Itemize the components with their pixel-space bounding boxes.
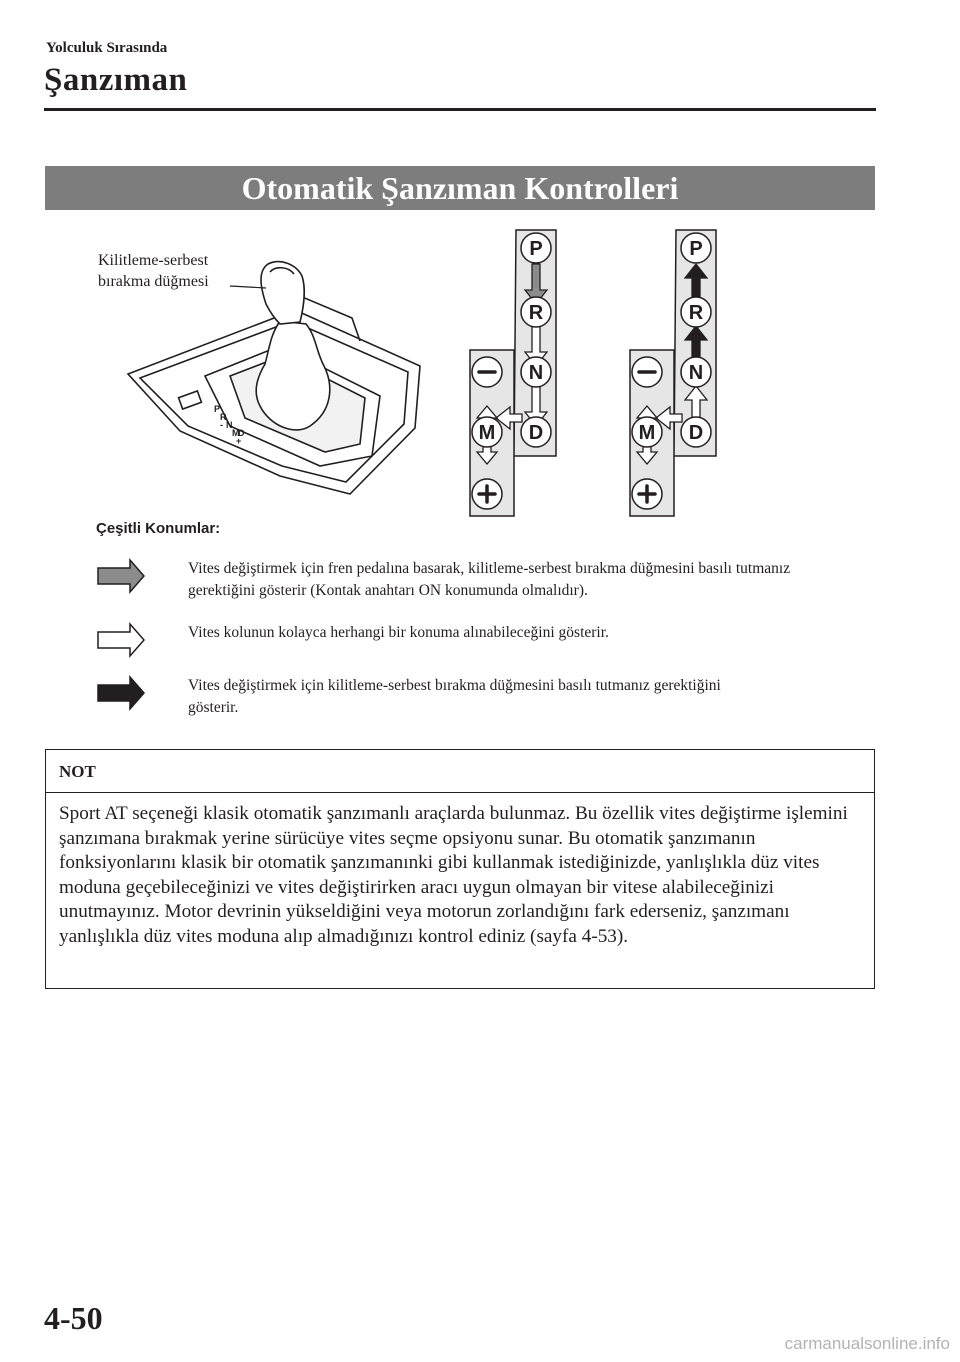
right-gate-m: M — [638, 422, 656, 444]
right-gate-p: P — [689, 238, 703, 260]
topic-banner: Otomatik Şanzıman Kontrolleri — [45, 166, 875, 210]
release-button-callout: Kilitleme-serbest bırakma düğmesi — [98, 252, 209, 290]
right-gate-d: D — [688, 422, 704, 444]
left-gate-r: R — [528, 302, 544, 324]
note-box — [45, 749, 875, 989]
right-gate-n: N — [688, 362, 704, 384]
shift-lever-illustration — [120, 226, 880, 522]
callout-leader — [230, 286, 266, 288]
right-gate-r: R — [688, 302, 704, 324]
note-body: Sport AT seçeneği klasik otomatik şanzımanlı araçlarda bulunmaz. Bu özellik vites değiştirme işlemini şanzımana bırakmak yerine sürücüye vites seçme opsiyonu sunar. Bu otomatik şanzımanın fonksiyonlarını klasik bir otomatik şanzımanınki gibi kullanmak istediğinizde, yanlışlıkla düz vites moduna geçebileceğinizi ve vites değiştirirken aracı uygun olmayan bir vitese alabileceğinizi unutmayınız. Motor devrinin yükseldiğini veya motorun zorlandığını fark ederseniz, şanzımanı yanlışlıkla düz vites moduna alıp almadığınızı kontrol ediniz (sayfa 4-53). — [59, 803, 848, 947]
legend-heading: Çeşitli Konumlar: — [96, 520, 221, 537]
legend-text-gray: Vites değiştirmek için fren pedalına basarak, kilitleme-serbest bırakma düğmesini basılı tutmanız gerektiğini gösterir (Kontak anahtarı ON konumunda olmalıdır). — [188, 560, 791, 599]
section-title: Şanzıman — [44, 62, 188, 98]
gray-arrow-icon — [96, 558, 146, 594]
console-letter-minus: - — [220, 420, 223, 430]
left-gate-d: D — [528, 422, 544, 444]
console-letter-n: N — [226, 420, 233, 430]
console-letter-r: R — [220, 412, 227, 422]
note-heading: NOT — [59, 762, 96, 781]
left-gate-m: M — [478, 422, 496, 444]
left-gate-n: N — [528, 362, 544, 384]
header-rule — [44, 108, 876, 111]
page-number: 4-50 — [44, 1300, 103, 1336]
left-gate-p: P — [529, 238, 543, 260]
legend-text-white: Vites kolunun kolayca herhangi bir konuma alınabileceğini gösterir. — [188, 624, 609, 641]
chapter-title: Yolculuk Sırasında — [46, 40, 168, 56]
watermark: carmanualsonline.info — [784, 1334, 950, 1353]
console-letter-d: D — [238, 428, 245, 438]
legend-text-black: Vites değiştirmek için kilitleme-serbest bırakma düğmesini basılı tutmanız gerektiğini gösterir. — [188, 677, 721, 716]
black-arrow-icon — [96, 675, 146, 711]
console-letter-m: M — [232, 428, 240, 438]
console-letter-p: P — [214, 404, 221, 414]
console-letter-plus: + — [236, 436, 242, 446]
white-arrow-icon — [96, 622, 146, 658]
note-header — [46, 750, 874, 793]
console-drawing — [128, 262, 420, 494]
